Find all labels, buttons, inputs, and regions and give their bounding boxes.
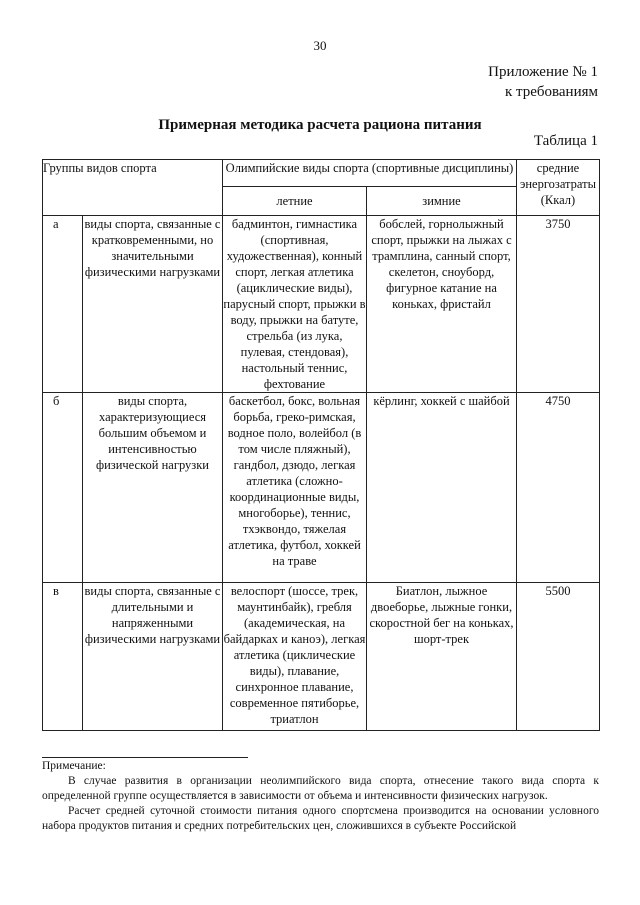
row-summer-sports: велоспорт (шоссе, трек, маунтинбайк), гребля (академическая, на байдарках и каноэ), легкая атлетика (циклические виды), плавание, синхронное плавание, современное пятиборье, триатлон bbox=[223, 583, 367, 731]
header-energy: средние энергозатраты (Ккал) bbox=[517, 160, 600, 216]
notes-paragraph-1: В случае развития в организации неолимпийского вида спорта, отнесение такого вида спорта к определенной группе осуществляется в зависимости от объема и интенсивности физических нагрузок. bbox=[42, 775, 599, 802]
row-letter: в bbox=[43, 583, 83, 731]
row-energy: 5500 bbox=[517, 583, 600, 731]
header-winter: зимние bbox=[367, 187, 517, 216]
table-label: Таблица 1 bbox=[533, 133, 598, 149]
row-summer-sports: бадминтон, гимнастика (спортивная, художественная), конный спорт, легкая атлетика (ациклические виды), парусный спорт, прыжки в воду, прыжки на батуте, стрельба (из лука, пулевая, стендовая), настольный теннис, фехтование bbox=[223, 217, 366, 391]
row-energy: 4750 bbox=[517, 393, 600, 583]
notes-paragraph-2: Расчет средней суточной стоимости питания одного спортсмена производится на основании условного набора продуктов питания и средних потребительских цен, сложившихся в субъекте Российской bbox=[42, 805, 599, 832]
footnote-divider bbox=[42, 757, 248, 758]
row-energy: 3750 bbox=[517, 216, 600, 393]
header-groups: Группы видов спорта bbox=[43, 160, 223, 216]
row-winter-sports: бобслей, горнолыжный спорт, прыжки на лыжах с трамплина, санный спорт, скелетон, сноуборд, фигурное катание на коньках, фристайл bbox=[367, 216, 517, 393]
row-description: виды спорта, характеризующиеся большим объемом и интенсивностью физической нагрузки bbox=[83, 393, 223, 583]
row-winter-sports: Биатлон, лыжное двоеборье, лыжные гонки, скоростной бег на коньках, шорт-трек bbox=[367, 583, 517, 731]
header-olympic: Олимпийские виды спорта (спортивные дисциплины) bbox=[223, 160, 517, 187]
table-row bbox=[43, 216, 600, 393]
row-letter: б bbox=[43, 393, 83, 583]
page-number: 30 bbox=[313, 38, 327, 53]
row-winter-sports: кёрлинг, хоккей с шайбой bbox=[367, 393, 517, 583]
row-description: виды спорта, связанные с длительными и напряженными физическими нагрузками bbox=[83, 583, 223, 731]
nutrition-table bbox=[42, 159, 600, 731]
document-title: Примерная методика расчета рациона питания bbox=[158, 117, 482, 133]
table-header-row bbox=[43, 160, 600, 187]
row-summer-sports: баскетбол, бокс, вольная борьба, греко-римская, водное поло, волейбол (в том числе пляжный), гандбол, дзюдо, легкая атлетика (сложно-координационные виды, многоборье), теннис, тхэквондо, тяжелая атлетика, футбол, хоккей на траве bbox=[223, 393, 367, 583]
notes-section bbox=[42, 757, 599, 834]
appendix-line-2: к требованиям bbox=[504, 84, 598, 100]
appendix-line-1: Приложение № 1 bbox=[488, 64, 598, 80]
row-letter: а bbox=[43, 216, 83, 393]
header-summer: летние bbox=[223, 187, 367, 216]
row-description: виды спорта, связанные с кратковременными, но значительными физическими нагрузками bbox=[83, 216, 223, 393]
table-row bbox=[43, 583, 600, 731]
notes-heading: Примечание: bbox=[42, 760, 106, 772]
table-row bbox=[43, 393, 600, 583]
